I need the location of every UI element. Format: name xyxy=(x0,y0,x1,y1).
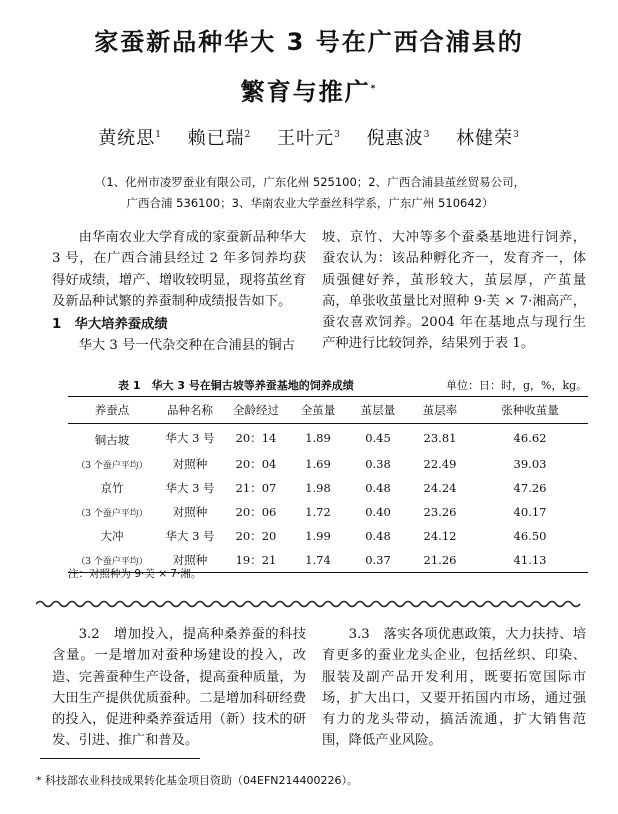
table-row: （3 个蚕户平均） 对照种 20：06 1.72 0.40 23.26 40.17 xyxy=(68,500,588,524)
affiliations: （1、化州市凌罗蚕业有限公司，广东化州 525100；2、广西合浦县茧丝贸易公司， 广西合浦 536100；3、华南农业大学蚕丝科学系，广东广州 510642） xyxy=(94,175,526,210)
site-note: （3 个蚕户平均） xyxy=(76,460,148,471)
table-units: 单位：日：时，g，%，kg。 xyxy=(446,379,588,392)
section1-heading: 1 华大培养蚕成绩 xyxy=(52,317,168,333)
author: 赖已瑞$^2$ xyxy=(187,128,252,149)
section-3-3-text: 3.3 落实各项优惠政策，大力扶持、培育更多的蚕业龙头企业，包括丝织、印染、服装及副产品开发利用，既要拓宽国际市场，扩大出口，又要开拓国内市场，通过强有力的龙头带动，搞活流通，扩大销售范围，降低产业风险。 xyxy=(322,627,586,749)
section-3-2 xyxy=(52,624,306,752)
site-name: 大冲 xyxy=(100,529,124,543)
author: 王叶元$^3$ xyxy=(277,128,341,149)
paper-title-line1: 家蚕新品种华大 3 号在广西合浦县的 xyxy=(94,28,524,56)
site-name: 铜古坡 xyxy=(94,433,130,447)
intro-continued: 坡、京竹、大冲等多个蚕桑基地进行饲养，蚕农认为：该品种孵化齐一，发育齐一，体质强健好养，茧形较大，茧层厚，产茧量高，单张收茧量比对照种 9·芙 × 7·湘高产，蚕农喜欢饲养。2004 年在基地点与现行生产种进行比较饲养，结果列于表 1。 xyxy=(322,230,586,352)
footnote: * 科技部农业科技成果转化基金项目资助（04EFN214400226）。 xyxy=(36,774,358,787)
header-cell: 茧层率 xyxy=(408,397,472,424)
table-row: 京竹 华大 3 号 21：07 1.98 0.48 24.24 47.26 xyxy=(68,476,588,500)
table-row: 大冲 华大 3 号 20：20 1.99 0.48 24.12 46.50 xyxy=(68,524,588,548)
header-cell: 全龄经过 xyxy=(224,397,288,424)
table-note: 注：对照种为 9·芙 × 7·湘。 xyxy=(68,568,202,580)
table-header-row xyxy=(68,397,588,424)
table-row: 铜古坡 华大 3 号 20：14 1.89 0.45 23.81 46.62 xyxy=(68,424,588,453)
table-caption: 表 1 华大 3 号在铜古坡等养蚕基地的饲养成绩 xyxy=(118,379,354,392)
header-cell: 品种名称 xyxy=(156,397,224,424)
site-note: （3 个蚕户平均） xyxy=(76,508,148,519)
header-cell: 全茧量 xyxy=(288,397,348,424)
table-row: （3 个蚕户平均） 对照种 20：04 1.69 0.38 22.49 39.03 xyxy=(68,452,588,476)
paper-title-line2 xyxy=(0,72,618,107)
left-column-intro xyxy=(52,227,306,357)
intro-paragraph: 由华南农业大学育成的家蚕新品种华大 3 号，在广西合浦县经过 2 年多饲养均获得好成绩，增产、增收较明显，现将茧丝育及新品种试繁的养蚕制种成绩报告如下。 xyxy=(52,230,306,309)
author: 倪惠波$^3$ xyxy=(366,128,431,149)
site-note: （3 个蚕户平均） xyxy=(68,548,156,573)
author: 林健荣$^3$ xyxy=(456,128,520,149)
header-cell: 茧层量 xyxy=(348,397,408,424)
section1-text: 华大 3 号一代杂交种在合浦县的铜古 xyxy=(78,338,295,354)
right-column-intro xyxy=(322,227,586,355)
section-3-2-text: 3.2 增加投入，提高种桑养蚕的科技含量。一是增加对蚕种场建设的投入，改造、完善蚕种生产设备，提高蚕种质量，为大田生产提供优质蚕种。二是增加科研经费的投入，促进种桑养蚕适用（新）技术的研发、引进、推广和普及。 xyxy=(52,627,306,749)
author: 黄统思$^1$ xyxy=(98,128,162,149)
header-cell: 张种收茧量 xyxy=(472,397,588,424)
header-cell: 养蚕点 xyxy=(68,397,156,424)
author-list xyxy=(0,124,618,150)
page-break-wave-divider xyxy=(36,598,582,610)
results-table xyxy=(68,396,588,573)
site-name: 京竹 xyxy=(100,481,124,495)
footnote-rule xyxy=(40,758,200,759)
table-row: （3 个蚕户平均） 对照种 19：21 1.74 0.37 21.26 41.13 xyxy=(68,548,588,573)
section-3-3 xyxy=(322,624,586,752)
title-text: 繁育与推广 xyxy=(240,78,371,106)
title-footnote-mark: * xyxy=(370,84,378,94)
